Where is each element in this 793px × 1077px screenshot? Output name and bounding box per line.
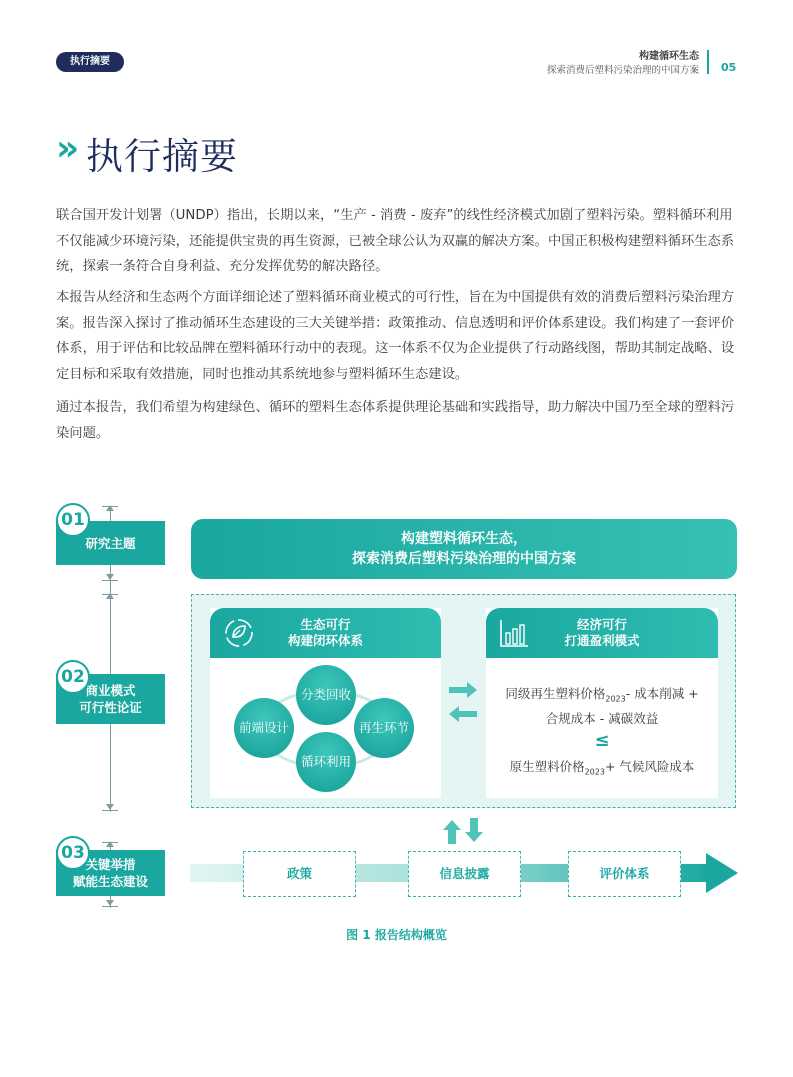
formula-year: 2023 (605, 694, 626, 704)
step-3-text-line2: 赋能生态建设 (72, 874, 148, 889)
initiative-evaluation: 评价体系 (568, 851, 681, 897)
step-3-number: 03 (56, 836, 90, 870)
formula-year-2: 2023 (584, 767, 605, 777)
step-1-text: 研究主题 (85, 535, 136, 551)
timeline-tick (102, 906, 118, 907)
timeline-arrow-down (106, 804, 114, 810)
figure-caption: 图 1 报告结构概览 (346, 928, 447, 942)
formula-recycled-price: 同级再生塑料价格 (505, 686, 606, 701)
econ-card-title: 经济可行 (576, 617, 627, 632)
report-title: 构建循环生态 (639, 51, 699, 62)
step-2-number: 02 (56, 660, 90, 694)
formula-climate-cost: + 气候风险成本 (604, 759, 695, 774)
formula-leq-symbol: ≤ (594, 730, 610, 751)
bar-chart-icon (498, 617, 530, 649)
formula-line-2: 合规成本 - 减碳效益 (545, 711, 659, 726)
cycle-step-reuse: 循环利用 (296, 732, 356, 792)
recycle-leaf-icon (221, 615, 257, 651)
initiative-disclosure: 信息披露 (408, 851, 521, 897)
header-divider (707, 50, 709, 74)
banner-line2: 探索消费后塑料污染治理的中国方案 (352, 551, 576, 567)
page-number: 05 (721, 61, 737, 74)
paragraph-1: 联合国开发计划署（UNDP）指出，长期以来，“生产 - 消费 - 废弃”的线性经济模式加剧了塑料污染。塑料循环利用不仅能减少环境污染，还能提供宝贵的再生资源，已被全球公认为双赢的解决方案。中国正积极构建塑料循环生态系统，探索一条符合自身利益、充分发挥优势的解决路径。 (56, 208, 735, 274)
timeline-tick (102, 580, 118, 581)
timeline-tick (102, 594, 118, 595)
banner-line1: 构建塑料循环生态， (401, 531, 527, 547)
step-2-text-line1: 商业模式 (85, 683, 136, 698)
formula-line-1 (487, 684, 717, 704)
formula-cost-cut: - 成本削减 + (625, 686, 699, 701)
step-1-number: 01 (56, 503, 90, 537)
title-arrow-icon: » (56, 128, 72, 169)
timeline-tick (102, 842, 118, 843)
eco-card-title: 生态可行 (300, 617, 351, 632)
section-tag: 执行摘要 (56, 52, 124, 72)
cycle-step-recycling: 再生环节 (354, 698, 414, 758)
formula-virgin-price: 原生塑料价格 (509, 759, 585, 774)
report-subtitle: 探索消费后塑料污染治理的中国方案 (546, 65, 699, 76)
paragraph-2: 本报告从经济和生态两个方面详细论述了塑料循环商业模式的可行性，旨在为中国提供有效的消费后塑料污染治理方案。报告深入探讨了推动循环生态建设的三大关键举措：政策推动、信息透明和评价体系建设。我们构建了一套评价体系，用于评估和比较品牌在塑料循环行动中的表现。这一体系不仅为企业提供了行动路线图，帮助其制定战略、设定目标和采取有效措施，同时也推动其系统地参与塑料循环生态建设。 (56, 290, 735, 382)
timeline-tick (102, 506, 118, 507)
timeline-tick (102, 810, 118, 811)
page-title: 执行摘要 (86, 135, 238, 178)
eco-card-subtitle: 构建闭环体系 (287, 633, 363, 648)
cycle-step-sorting: 分类回收 (296, 665, 356, 725)
step-2-text-line2: 可行性论证 (79, 700, 142, 715)
theme-banner (191, 519, 737, 579)
paragraph-3: 通过本报告，我们希望为构建绿色、循环的塑料生态体系提供理论基础和实践指导，助力解决中国乃至全球的塑料污染问题。 (56, 400, 735, 441)
up-down-arrows-icon (441, 818, 489, 844)
band-arrowhead-icon (706, 853, 738, 893)
formula-line-3 (487, 757, 717, 777)
econ-card-subtitle: 打通盈利模式 (564, 633, 640, 648)
timeline-arrow-down (106, 900, 114, 906)
initiative-policy: 政策 (243, 851, 356, 897)
cycle-step-design: 前端设计 (234, 698, 294, 758)
exchange-arrows-icon (447, 680, 479, 724)
timeline-arrow-down (106, 574, 114, 580)
step-3-text-line1: 关键举措 (85, 857, 136, 872)
